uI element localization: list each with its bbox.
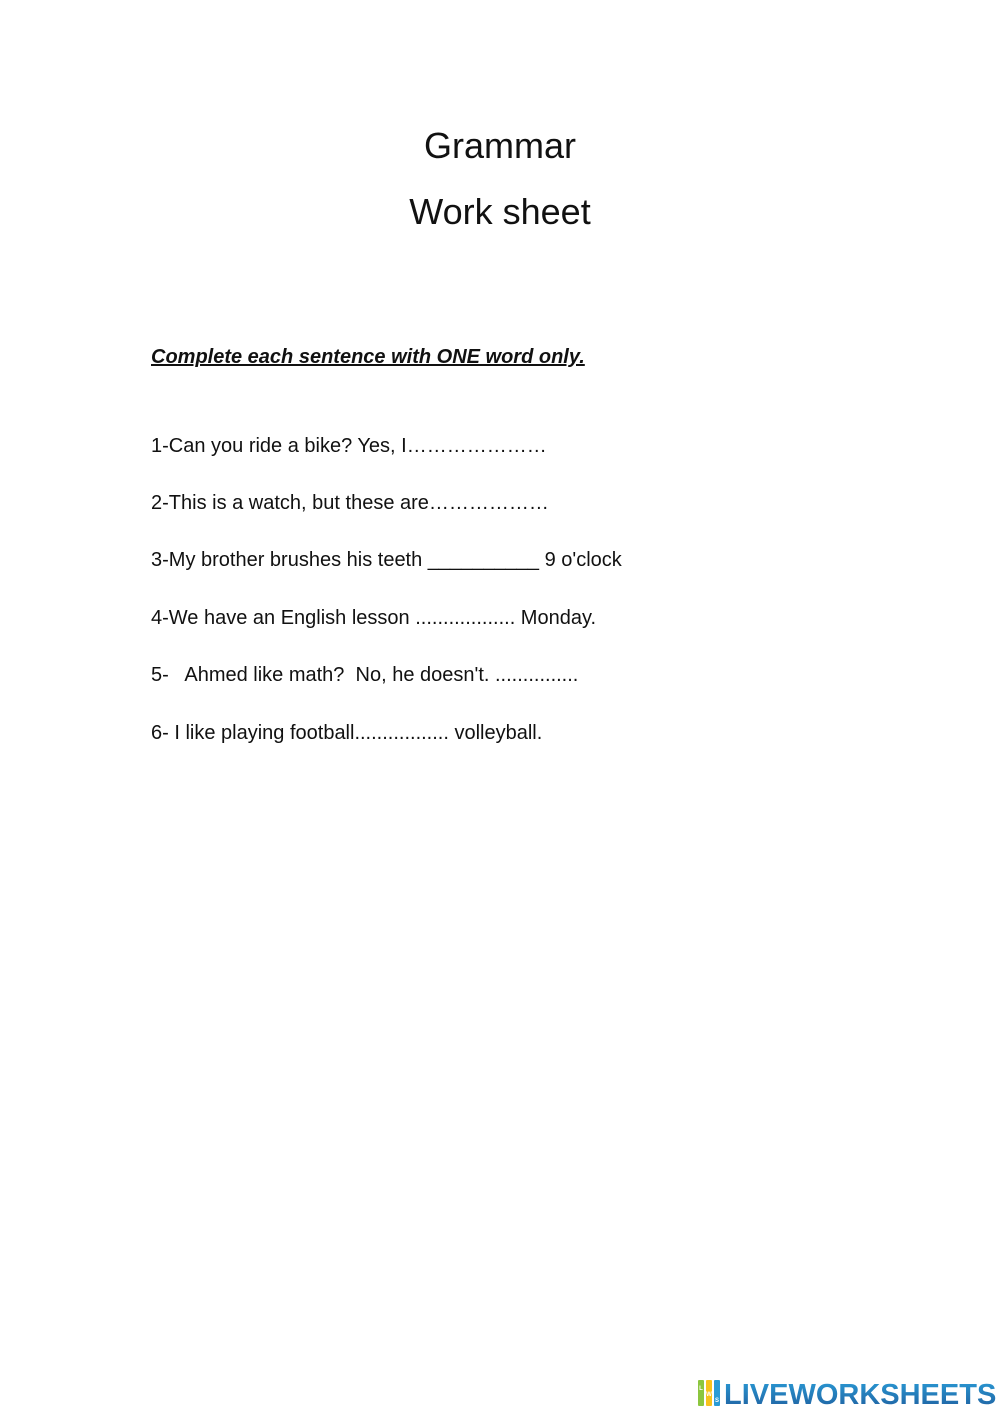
instruction-text: Complete each sentence with ONE word only. [151, 346, 585, 368]
exercise-sentence-2: 2-This is a watch, but these are……………… [151, 492, 549, 514]
page-subtitle: Work sheet [409, 191, 591, 232]
liveworksheets-logo-icon [697, 1378, 721, 1408]
svg-text:L: L [699, 1386, 703, 1392]
brand-text: LIVEWORKSHEETS [724, 1379, 996, 1410]
page-title: Grammar [424, 125, 576, 166]
svg-text:S: S [714, 1398, 720, 1404]
exercise-sentence-4: 4-We have an English lesson .................. Monday. [151, 607, 597, 629]
liveworksheets-brand [697, 1375, 996, 1411]
exercise-sentence-6: 6- I like playing football................. volleyball. [151, 722, 543, 744]
svg-text:W: W [706, 1392, 712, 1398]
exercise-sentence-5: 5- Ahmed like math? No, he doesn't. ............... [151, 664, 579, 686]
brand-wordmark [724, 1376, 996, 1410]
exercise-sentence-3: 3-My brother brushes his teeth __________ 9 o'clock [151, 549, 622, 571]
exercise-sentence-1: 1-Can you ride a bike? Yes, I………………… [151, 435, 547, 457]
